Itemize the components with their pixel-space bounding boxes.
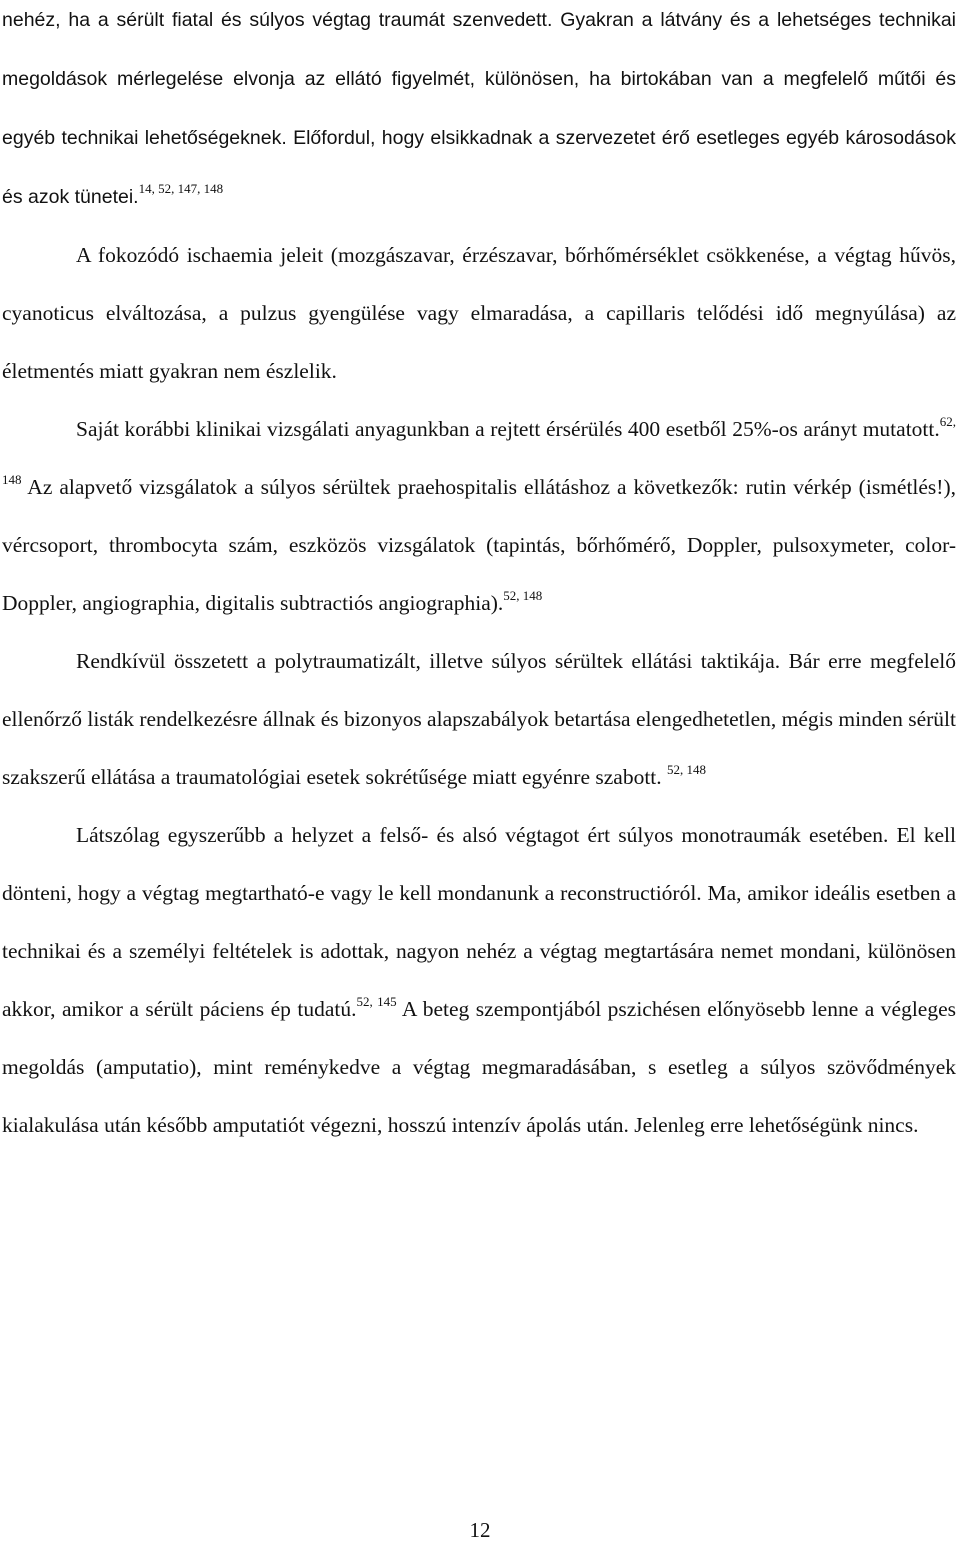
paragraph-2 <box>2 226 956 400</box>
paragraph-3-text-1: Saját korábbi klinikai vizsgálati anyagunkban a rejtett érsérülés 400 esetből 25%-os arányt mutatott. <box>76 417 940 441</box>
body-text <box>2 0 956 1154</box>
paragraph-1 <box>2 0 956 226</box>
paragraph-1-line-3b: Előfordul, hogy elsikkadnak a szervezetet <box>286 127 656 149</box>
citation-ref: 62, 148 <box>2 413 956 487</box>
paragraph-1-line-4: érő esetleges egyéb károsodások és azok tünetei. <box>2 127 957 208</box>
citation-ref: 52, 148 <box>503 587 543 603</box>
paragraph-5 <box>2 806 956 1154</box>
paragraph-5-text-1: Látszólag egyszerűbb a helyzet a felső- és alsó végtagot ért súlyos monotraumák esetében. El kell dönteni, hogy a végtag megtartható-e vagy le kell mondanunk a reconstructióról. Ma, amikor ideális esetben a technikai és a személyi feltételek is adottak, nagyon nehéz a végtag megtartására nemet mondani, különösen akkor, amikor a sérült páciens ép tudatú. <box>2 823 956 1021</box>
paragraph-4 <box>2 632 956 806</box>
paragraph-1-line-3a: megfelelő műtői és egyéb technikai lehetőségeknek. <box>2 68 957 149</box>
citation-ref: 14, 52, 147, 148 <box>138 180 224 196</box>
paragraph-4-text: Rendkívül összetett a polytraumatizált, illetve súlyos sérültek ellátási taktikája. Bár erre megfelelő ellenőrző listák rendelkezésre állnak és bizonyos alapszabályok betartása elengedhetetlen, mégis minden sérült szakszerű ellátása a traumatológiai esetek sokrétűsége miatt egyénre szabott. <box>2 649 956 789</box>
paragraph-1-line-1: nehéz, ha a sérült fiatal és súlyos végtag traumát szenvedett. Gyakran a látvány és a lehetséges <box>2 9 872 31</box>
paragraph-1-line-2: technikai megoldások mérlegelése elvonja az ellátó figyelmét, különösen, ha birtokában van a <box>2 9 957 90</box>
paragraph-5-text-2: A beteg szempontjából pszichésen előnyösebb lenne a végleges megoldás (amputatio), mint reménykedve a végtag megmaradásában, s esetleg a súlyos szövődmények kialakulása után később amputatiót végezni, hosszú intenzív ápolás után. Jelenleg erre lehetőségünk nincs. <box>2 997 956 1137</box>
page-number: 12 <box>469 1518 491 1542</box>
paragraph-3-text-2: Az alapvető vizsgálatok a súlyos sérültek praehospitalis ellátáshoz a következők: rutin vérkép (ismétlés!), vércsoport, thrombocyta szám, eszközös vizsgálatok (tapintás, bőrhőmérő, Doppler, pulsoxymeter, color-Doppler, angiographia, digitalis subtractiós angiographia). <box>2 475 956 615</box>
paragraph-3 <box>2 400 956 632</box>
paragraph-2-text: A fokozódó ischaemia jeleit (mozgászavar, érzészavar, bőrhőmérséklet csökkenése, a végtag hűvös, cyanoticus elváltozása, a pulzus gyengülése vagy elmaradása, a capillaris telődési idő megnyúlása) az életmentés miatt gyakran nem észlelik. <box>2 243 956 383</box>
citation-ref: 52, 145 <box>356 993 397 1009</box>
citation-ref: 52, 148 <box>667 761 707 777</box>
